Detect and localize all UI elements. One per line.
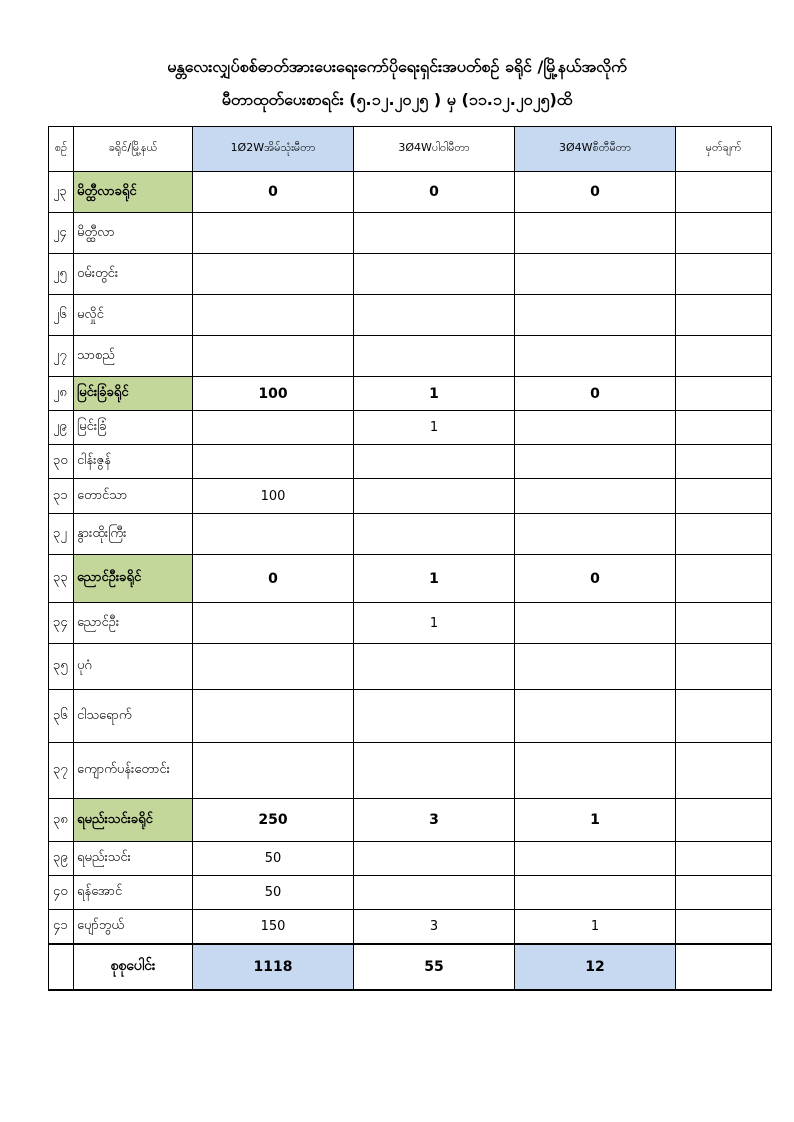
row-number: ၄၁ [49,910,74,944]
cell-1phase-meter [193,213,354,254]
township-name: ညောင်ဦးခရိုင် [74,555,193,603]
table-row [49,336,772,377]
cell-remark [676,254,772,295]
township-name: မိတ္ထီလာခရိုင် [74,172,193,213]
cell-power-meter [354,479,515,514]
district-row [49,172,772,213]
township-name: ပုဂံ [74,644,193,690]
row-number: ၃၇ [49,743,74,799]
cell-power-meter: 1 [354,603,515,644]
col-header-district: ခရိုင်/မြို့နယ် [74,127,193,172]
cell-1phase-meter: 0 [193,172,354,213]
township-name: ရမည်းသင်း [74,842,193,876]
table-row [49,479,772,514]
township-name: ဝမ်းတွင်း [74,254,193,295]
total-power-meter: 55 [354,944,515,990]
cell-power-meter [354,254,515,295]
cell-ct-meter: 0 [515,377,676,411]
cell-power-meter [354,690,515,743]
row-number: ၃၂ [49,514,74,555]
cell-remark [676,336,772,377]
total-label: စုစုပေါင်း [74,944,193,990]
cell-ct-meter [515,336,676,377]
cell-ct-meter [515,842,676,876]
cell-ct-meter [515,445,676,479]
total-ct-meter: 12 [515,944,676,990]
cell-ct-meter [515,876,676,910]
cell-power-meter: 0 [354,172,515,213]
table-row [49,411,772,445]
cell-power-meter: 1 [354,555,515,603]
cell-remark [676,479,772,514]
cell-1phase-meter [193,514,354,555]
cell-1phase-meter [193,445,354,479]
district-row [49,377,772,411]
table-row [49,445,772,479]
cell-1phase-meter [193,690,354,743]
row-number: ၂၉ [49,411,74,445]
cell-power-meter: 1 [354,377,515,411]
cell-1phase-meter: 150 [193,910,354,944]
row-number: ၂၆ [49,295,74,336]
cell-power-meter: 1 [354,411,515,445]
table-row [49,254,772,295]
cell-ct-meter: 1 [515,799,676,842]
row-number: ၂၇ [49,336,74,377]
township-name: ညောင်ဦး [74,603,193,644]
row-number: ၄၀ [49,876,74,910]
cell-ct-meter [515,514,676,555]
table-row [49,910,772,944]
table-row [49,213,772,254]
cell-remark [676,555,772,603]
township-name: သာစည် [74,336,193,377]
township-name: ပျော်ဘွယ် [74,910,193,944]
cell-ct-meter [515,411,676,445]
table-row [49,876,772,910]
cell-ct-meter [515,603,676,644]
cell-1phase-meter [193,603,354,644]
township-name: ငါန်းဇွန် [74,445,193,479]
cell-remark [676,799,772,842]
row-number: ၃၅ [49,644,74,690]
cell-remark [676,377,772,411]
table-row [49,690,772,743]
cell-power-meter [354,336,515,377]
cell-1phase-meter: 0 [193,555,354,603]
col-header-power-meter: 3Ø4Wပါဝါမီတာ [354,127,515,172]
row-number: ၂၃ [49,172,74,213]
cell-1phase-meter [193,743,354,799]
row-number: ၃၆ [49,690,74,743]
col-header-remark: မှတ်ချက် [676,127,772,172]
cell-power-meter [354,876,515,910]
cell-ct-meter [515,690,676,743]
row-number: ၃၀ [49,445,74,479]
township-name: နွားထိုးကြီး [74,514,193,555]
col-header-no: စဉ် [49,127,74,172]
table-row [49,603,772,644]
table-row [49,295,772,336]
table-row [49,644,772,690]
row-number: ၂၄ [49,213,74,254]
cell-ct-meter [515,644,676,690]
cell-1phase-meter: 100 [193,479,354,514]
col-header-ct-meter: 3Ø4Wစီတီမီတာ [515,127,676,172]
cell-power-meter [354,743,515,799]
row-number: ၃၄ [49,603,74,644]
cell-1phase-meter: 250 [193,799,354,842]
cell-power-meter [354,295,515,336]
cell-power-meter [354,842,515,876]
township-name: တောင်သာ [74,479,193,514]
row-number: ၃၈ [49,799,74,842]
township-name: မလှိုင် [74,295,193,336]
cell-ct-meter [515,254,676,295]
meter-issue-table [48,126,772,991]
district-row [49,555,772,603]
cell-power-meter [354,445,515,479]
cell-ct-meter: 1 [515,910,676,944]
total-row [49,944,772,990]
cell-remark [676,690,772,743]
cell-remark [676,295,772,336]
cell-1phase-meter: 50 [193,842,354,876]
row-number: ၃၉ [49,842,74,876]
cell-1phase-meter: 100 [193,377,354,411]
cell-remark [676,514,772,555]
row-number: ၂၈ [49,377,74,411]
cell-1phase-meter [193,411,354,445]
cell-power-meter [354,514,515,555]
cell-ct-meter: 0 [515,172,676,213]
cell-1phase-meter [193,295,354,336]
cell-power-meter: 3 [354,910,515,944]
township-name: မိတ္ထီလာ [74,213,193,254]
cell-remark [676,644,772,690]
cell-power-meter [354,213,515,254]
cell-remark [676,743,772,799]
table-row [49,514,772,555]
township-name: ကျောက်ပန်းတောင်း [74,743,193,799]
cell-ct-meter: 0 [515,555,676,603]
report-title-line2: မီတာထုတ်ပေးစာရင်း (၅.၁၂.၂၀၂၅ ) မှ (၁၁.၁၂.၂၀၂၅)ထိ [221,90,573,109]
table-row [49,842,772,876]
township-name: ငါသရောက် [74,690,193,743]
cell-power-meter: 3 [354,799,515,842]
row-number: ၂၅ [49,254,74,295]
cell-1phase-meter [193,644,354,690]
row-number: ၃၁ [49,479,74,514]
district-row [49,799,772,842]
cell-power-meter [354,644,515,690]
cell-ct-meter [515,295,676,336]
cell-remark [676,842,772,876]
cell-ct-meter [515,479,676,514]
cell-ct-meter [515,743,676,799]
cell-remark [676,910,772,944]
cell-1phase-meter [193,336,354,377]
total-blank [49,944,74,990]
township-name: မြင်းခြံ [74,411,193,445]
cell-remark [676,876,772,910]
cell-ct-meter [515,213,676,254]
cell-remark [676,411,772,445]
total-remark [676,944,772,990]
cell-remark [676,213,772,254]
township-name: မြင်းခြံခရိုင် [74,377,193,411]
cell-remark [676,445,772,479]
cell-1phase-meter: 50 [193,876,354,910]
total-1phase-meter: 1118 [193,944,354,990]
township-name: ရန်အောင် [74,876,193,910]
report-title-line1: မန္တလေးလျှပ်စစ်ဓာတ်အားပေးရေးကော်ပိုရေးရှင်းအပတ်စဉ် ခရိုင် /မြို့နယ်အလိုက် [167,57,627,76]
cell-remark [676,603,772,644]
row-number: ၃၃ [49,555,74,603]
col-header-1phase-meter: 1Ø2Wအိမ်သုံးမီတာ [193,127,354,172]
table-row [49,743,772,799]
table-header-row [49,127,772,172]
cell-1phase-meter [193,254,354,295]
cell-remark [676,172,772,213]
township-name: ရမည်းသင်းခရိုင် [74,799,193,842]
